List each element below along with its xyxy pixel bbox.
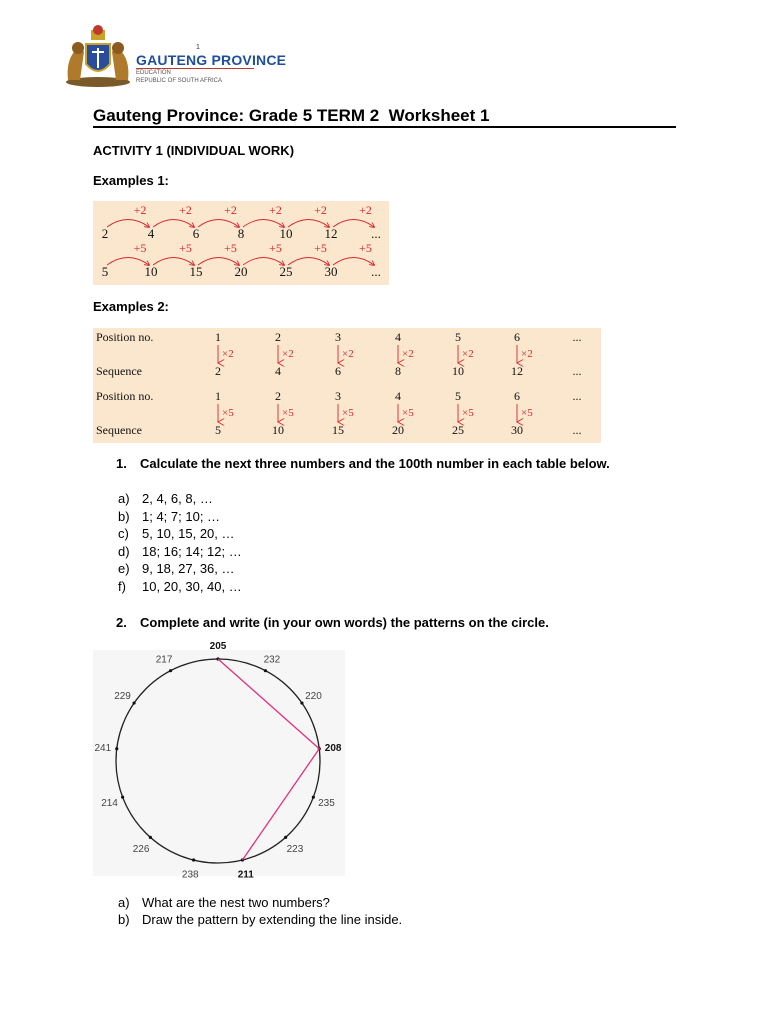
position-number: 3 (335, 330, 341, 344)
sequence-number-add2: 4 (147, 226, 155, 241)
circle-number: 241 (94, 743, 112, 755)
step-arrow (198, 258, 239, 266)
sequence-number-add5: 10 (144, 264, 158, 279)
examples2-figure (93, 328, 601, 443)
circle-point (284, 836, 287, 839)
operation-label: ×5 (521, 407, 533, 419)
examples2-block-times2 (96, 330, 582, 378)
position-number: 5 (455, 330, 461, 344)
brand-name: GAUTENG PROVINCE (136, 52, 287, 68)
circle-number: 211 (237, 869, 254, 881)
examples1-row-add5 (102, 241, 381, 279)
sequence-value: 10 (452, 364, 464, 378)
q2-text: Complete and write (in your own words) the patterns on the circle. (140, 615, 549, 630)
step-arrow (333, 258, 374, 266)
circle-number: 214 (101, 798, 118, 810)
step-arrow (288, 258, 329, 266)
examples1-heading: Examples 1: (93, 173, 169, 188)
operation-label: ×5 (342, 407, 354, 419)
examples1-row-add2 (102, 203, 381, 241)
sequence-number-add5: 15 (189, 264, 203, 279)
sequence-value: 30 (511, 423, 523, 437)
step-label: +5 (314, 241, 327, 255)
sequence-value: 4 (275, 364, 281, 378)
sequence-value: 12 (511, 364, 523, 378)
position-number: 2 (275, 330, 281, 344)
examples1-figure (93, 201, 389, 285)
operation-label: ×2 (462, 348, 474, 360)
circle-point (115, 747, 118, 750)
operation-label: ×2 (342, 348, 354, 360)
sequence-value: ... (572, 364, 582, 378)
step-arrow (243, 220, 284, 228)
circle-number: 208 (324, 743, 342, 755)
country-name: REPUBLIC OF SOUTH AFRICA (136, 78, 223, 84)
position-number: ... (572, 330, 582, 344)
step-label: +5 (133, 241, 147, 255)
step-arrow (333, 220, 374, 228)
q2-number: 2. (116, 615, 127, 630)
position-number: ... (572, 389, 582, 403)
activity-heading: ACTIVITY 1 (INDIVIDUAL WORK) (93, 143, 295, 158)
sequence-value: 10 (272, 423, 284, 437)
position-number: 1 (215, 389, 221, 403)
sequence-number-add2: 10 (279, 226, 293, 241)
step-arrow (198, 220, 239, 228)
page-title: Gauteng Province: Grade 5 TERM 2 Worksheet 1 (93, 106, 490, 125)
step-arrow (288, 220, 329, 228)
gauteng-logo (58, 22, 287, 92)
q1-list: a) 2, 4, 6, 8, … b) 1; 4; 7; 10; … c) 5, 10, 15, 20, … d) 18; 16; 14; 12; … e) 9, 18, 27, 36, … f) 10, 20, 30, 40, … (118, 491, 242, 594)
sequence-value: 8 (395, 364, 401, 378)
step-arrow (243, 258, 284, 266)
circle-number: 238 (181, 869, 199, 881)
circle-point (149, 836, 152, 839)
coat-of-arms-icon (58, 22, 138, 92)
operation-label: ×2 (222, 348, 234, 360)
examples2-heading: Examples 2: (93, 299, 169, 314)
position-number: 6 (514, 389, 520, 403)
sequence-value: 2 (215, 364, 221, 378)
sequence-value: 20 (392, 423, 404, 437)
operation-label: ×5 (462, 407, 474, 419)
circle-number: 220 (305, 691, 322, 703)
circle-point (169, 669, 172, 672)
step-arrow (153, 220, 194, 228)
circle-point (192, 858, 195, 861)
operation-label: ×2 (282, 348, 294, 360)
step-arrow (107, 258, 149, 266)
circle-diagram (93, 641, 345, 881)
position-number: 3 (335, 389, 341, 403)
sequence-number-add5: 5 (101, 264, 109, 279)
sequence-number-add2: ... (371, 226, 381, 241)
sequence-number-add2: 2 (101, 226, 109, 241)
sequence-value: 15 (332, 423, 344, 437)
sequence-number-add2: 12 (324, 226, 338, 241)
operation-label: ×5 (402, 407, 414, 419)
sequence-number-add5: ... (371, 264, 381, 279)
sequence-value: 5 (215, 423, 221, 437)
step-arrow (153, 258, 194, 266)
q1-text: Calculate the next three numbers and the 100th number in each table below. (140, 456, 610, 471)
circle-point (264, 669, 267, 672)
circle-point (300, 701, 303, 704)
page-marker: 1 (196, 44, 200, 51)
step-label: +2 (179, 203, 192, 217)
sequence-value: 25 (452, 423, 464, 437)
circle-number: 235 (318, 798, 335, 810)
sequence-number-add2: 8 (237, 226, 245, 241)
sequence-value: 6 (335, 364, 341, 378)
step-label: +5 (179, 241, 192, 255)
circle-pattern-figure (93, 641, 345, 881)
examples2-block-times5 (96, 389, 582, 437)
position-number: 2 (275, 389, 281, 403)
circle-number: 223 (286, 843, 304, 855)
position-number: 5 (455, 389, 461, 403)
department-name: EDUCATION (136, 70, 171, 76)
step-label: +2 (133, 203, 147, 217)
q2-list: a) What are the nest two numbers? b) Draw the pattern by extending the line inside. (118, 895, 403, 927)
circle-number: 232 (263, 654, 281, 666)
examples1-diagram (93, 201, 389, 285)
circle-number: 229 (114, 691, 131, 703)
number-circle (116, 659, 320, 863)
operation-label: ×5 (282, 407, 294, 419)
step-label: +2 (269, 203, 282, 217)
step-label: +5 (359, 241, 372, 255)
pattern-line (218, 659, 319, 860)
sequence-number-add5: 20 (234, 264, 248, 279)
title-underline (93, 126, 676, 128)
circle-number: 217 (155, 654, 173, 666)
step-label: +5 (224, 241, 237, 255)
circle-number: 205 (209, 641, 227, 652)
step-arrow (107, 220, 149, 228)
step-label: +5 (269, 241, 282, 255)
q1-number: 1. (116, 456, 127, 471)
brand-divider (136, 68, 254, 69)
sequence-value: ... (572, 423, 582, 437)
operation-label: ×2 (402, 348, 414, 360)
circle-point (312, 796, 315, 799)
circle-point (121, 796, 124, 799)
sequence-number-add5: 30 (324, 264, 338, 279)
step-label: +2 (314, 203, 327, 217)
step-label: +2 (359, 203, 372, 217)
operation-label: ×2 (521, 348, 533, 360)
position-label: Position no. (96, 330, 154, 344)
sequence-label: Sequence (96, 364, 142, 378)
position-number: 6 (514, 330, 520, 344)
position-label: Position no. (96, 389, 154, 403)
examples2-diagram (93, 328, 601, 443)
position-number: 1 (215, 330, 221, 344)
sequence-label: Sequence (96, 423, 142, 437)
circle-point (132, 701, 135, 704)
position-number: 4 (395, 389, 401, 403)
step-label: +2 (224, 203, 237, 217)
sequence-number-add2: 6 (192, 226, 200, 241)
position-number: 4 (395, 330, 401, 344)
sequence-number-add5: 25 (279, 264, 293, 279)
operation-label: ×5 (222, 407, 234, 419)
circle-number: 226 (132, 843, 150, 855)
